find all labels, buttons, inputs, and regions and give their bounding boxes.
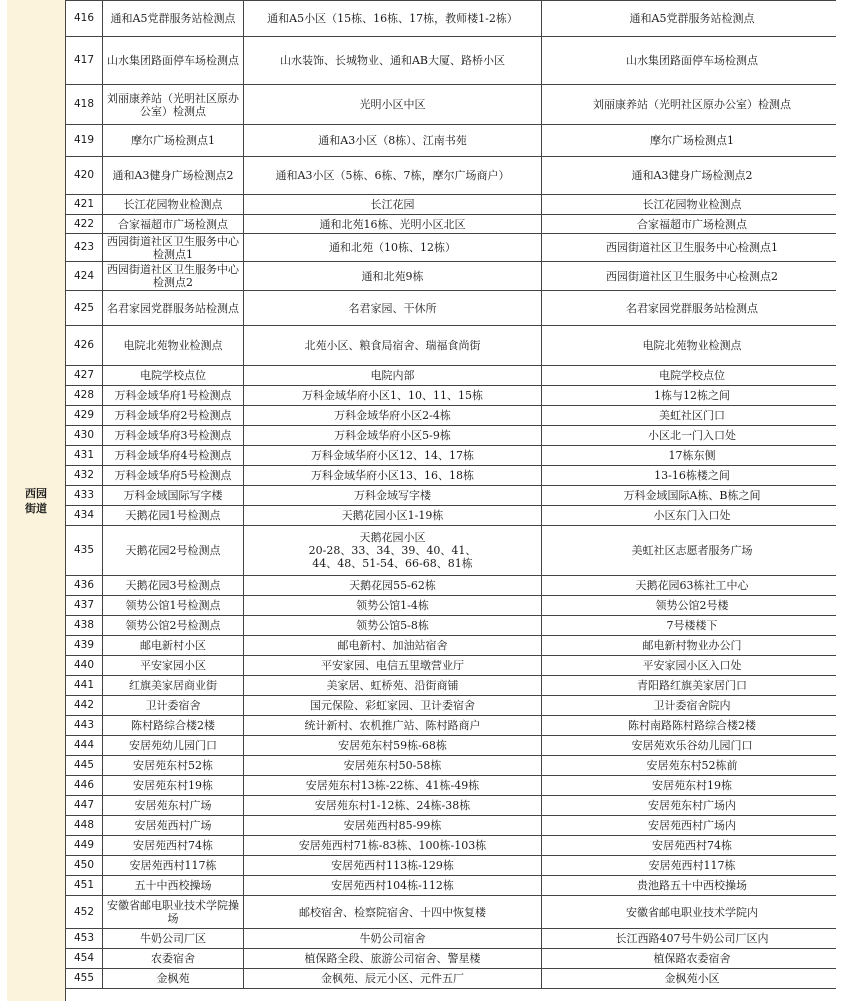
site-name-cell: 合家福超市广场检测点 — [103, 215, 244, 234]
coverage-area-cell: 通和北苑9栋 — [244, 262, 542, 291]
table-row — [66, 896, 837, 929]
site-location-cell: 通和A3健身广场检测点2 — [542, 157, 837, 195]
row-number: 416 — [66, 1, 103, 37]
testing-sites-table — [65, 0, 836, 989]
coverage-area-cell: 通和A3小区（8栋）、江南书苑 — [244, 125, 542, 157]
site-location-cell: 金枫苑小区 — [542, 969, 837, 989]
table-row — [66, 234, 837, 262]
site-name-cell: 万科金域华府3号检测点 — [103, 426, 244, 446]
row-number: 427 — [66, 366, 103, 386]
row-number: 437 — [66, 596, 103, 616]
row-number: 432 — [66, 466, 103, 486]
site-name-cell: 通和A5党群服务站检测点 — [103, 1, 244, 37]
coverage-area-cell: 安居苑东村1-12栋、24栋-38栋 — [244, 796, 542, 816]
table-row — [66, 929, 837, 949]
site-location-cell: 长江花园物业检测点 — [542, 195, 837, 215]
site-name-cell: 西园街道社区卫生服务中心检测点1 — [103, 234, 244, 262]
coverage-area-cell: 国元保险、彩虹家园、卫计委宿舍 — [244, 696, 542, 716]
table-row — [66, 696, 837, 716]
coverage-area-cell: 通和A3小区（5栋、6栋、7栋，摩尔广场商户） — [244, 157, 542, 195]
site-location-cell: 17栋东侧 — [542, 446, 837, 466]
site-name-cell: 天鹅花园3号检测点 — [103, 576, 244, 596]
table-row — [66, 326, 837, 366]
row-number: 439 — [66, 636, 103, 656]
row-number: 455 — [66, 969, 103, 989]
table-row — [66, 426, 837, 446]
row-number: 425 — [66, 291, 103, 326]
site-location-cell: 合家福超市广场检测点 — [542, 215, 837, 234]
site-location-cell: 长江西路407号牛奶公司厂区内 — [542, 929, 837, 949]
row-number: 438 — [66, 616, 103, 636]
site-location-cell: 邮电新村物业办公门 — [542, 636, 837, 656]
site-location-cell: 电院学校点位 — [542, 366, 837, 386]
coverage-area-cell: 万科金域华府小区1、10、11、15栋 — [244, 386, 542, 406]
site-location-cell: 安居苑东村52栋前 — [542, 756, 837, 776]
site-name-cell: 摩尔广场检测点1 — [103, 125, 244, 157]
site-name-cell: 万科金域华府5号检测点 — [103, 466, 244, 486]
site-location-cell: 安居苑东村广场内 — [542, 796, 837, 816]
site-name-cell: 农委宿舍 — [103, 949, 244, 969]
site-name-cell: 安居苑东村19栋 — [103, 776, 244, 796]
site-location-cell: 名君家园党群服务站检测点 — [542, 291, 837, 326]
table-row — [66, 576, 837, 596]
row-number: 441 — [66, 676, 103, 696]
site-name-cell: 万科金域华府2号检测点 — [103, 406, 244, 426]
coverage-area-cell: 安居苑东村50-58栋 — [244, 756, 542, 776]
table-row — [66, 366, 837, 386]
row-number: 454 — [66, 949, 103, 969]
site-name-cell: 长江花园物业检测点 — [103, 195, 244, 215]
site-name-cell: 金枫苑 — [103, 969, 244, 989]
table-row — [66, 526, 837, 576]
site-location-cell: 小区北一门入口处 — [542, 426, 837, 446]
row-number: 451 — [66, 876, 103, 896]
coverage-area-cell: 领势公馆1-4栋 — [244, 596, 542, 616]
site-name-cell: 名君家园党群服务站检测点 — [103, 291, 244, 326]
site-name-cell: 领势公馆2号检测点 — [103, 616, 244, 636]
site-location-cell: 卫计委宿舍院内 — [542, 696, 837, 716]
table-row — [66, 125, 837, 157]
table-row — [66, 596, 837, 616]
site-location-cell: 西园街道社区卫生服务中心检测点1 — [542, 234, 837, 262]
table-row — [66, 157, 837, 195]
site-location-cell: 美虹社区门口 — [542, 406, 837, 426]
coverage-area-cell: 安居苑西村104栋-112栋 — [244, 876, 542, 896]
coverage-area-cell: 邮电新村、加油站宿舍 — [244, 636, 542, 656]
coverage-area-cell: 金枫苑、辰元小区、元件五厂 — [244, 969, 542, 989]
row-number: 435 — [66, 526, 103, 576]
coverage-area-cell: 安居苑西村71栋-83栋、100栋-103栋 — [244, 836, 542, 856]
district-cell — [7, 0, 66, 1001]
table-row — [66, 291, 837, 326]
table-row — [66, 195, 837, 215]
coverage-area-cell: 万科金域写字楼 — [244, 486, 542, 506]
table-row — [66, 636, 837, 656]
spreadsheet — [7, 0, 836, 1001]
row-number: 417 — [66, 37, 103, 85]
coverage-area-cell: 植保路全段、旅游公司宿舍、警星楼 — [244, 949, 542, 969]
table-row — [66, 506, 837, 526]
site-location-cell: 西园街道社区卫生服务中心检测点2 — [542, 262, 837, 291]
site-name-cell: 万科金域华府1号检测点 — [103, 386, 244, 406]
row-number: 445 — [66, 756, 103, 776]
coverage-area-cell: 天鹅花园小区1-19栋 — [244, 506, 542, 526]
row-number: 420 — [66, 157, 103, 195]
row-number: 421 — [66, 195, 103, 215]
row-number: 429 — [66, 406, 103, 426]
site-name-cell: 电院北苑物业检测点 — [103, 326, 244, 366]
row-number: 446 — [66, 776, 103, 796]
site-location-cell: 美虹社区志愿者服务广场 — [542, 526, 837, 576]
site-location-cell: 刘丽康养站（光明社区原办公室）检测点 — [542, 85, 837, 125]
site-location-cell: 7号楼楼下 — [542, 616, 837, 636]
table-row — [66, 756, 837, 776]
row-number: 452 — [66, 896, 103, 929]
site-name-cell: 平安家园小区 — [103, 656, 244, 676]
site-name-cell: 安居苑东村广场 — [103, 796, 244, 816]
table-row — [66, 716, 837, 736]
coverage-area-cell: 平安家园、电信五里墩营业厅 — [244, 656, 542, 676]
coverage-area-cell: 万科金域华府小区13、16、18栋 — [244, 466, 542, 486]
site-location-cell: 植保路农委宿舍 — [542, 949, 837, 969]
site-name-cell: 刘丽康养站（光明社区原办公室）检测点 — [103, 85, 244, 125]
coverage-area-cell: 通和北苑16栋、光明小区北区 — [244, 215, 542, 234]
site-name-cell: 通和A3健身广场检测点2 — [103, 157, 244, 195]
site-location-cell: 安居苑欢乐谷幼儿园门口 — [542, 736, 837, 756]
table-row — [66, 856, 837, 876]
table-row — [66, 796, 837, 816]
site-name-cell: 天鹅花园2号检测点 — [103, 526, 244, 576]
row-number: 419 — [66, 125, 103, 157]
site-name-cell: 五十中西校操场 — [103, 876, 244, 896]
table-row — [66, 736, 837, 756]
row-number: 443 — [66, 716, 103, 736]
row-number: 423 — [66, 234, 103, 262]
coverage-area-cell: 美家居、虹桥苑、沿街商铺 — [244, 676, 542, 696]
site-name-cell: 电院学校点位 — [103, 366, 244, 386]
site-name-cell: 安居苑西村117栋 — [103, 856, 244, 876]
row-number: 440 — [66, 656, 103, 676]
table-row — [66, 446, 837, 466]
coverage-area-cell: 安居苑东村59栋-68栋 — [244, 736, 542, 756]
site-location-cell: 山水集团路面停车场检测点 — [542, 37, 837, 85]
coverage-area-cell: 天鹅花园55-62栋 — [244, 576, 542, 596]
site-name-cell: 万科金域华府4号检测点 — [103, 446, 244, 466]
coverage-area-cell: 通和A5小区（15栋、16栋、17栋，教师楼1-2栋） — [244, 1, 542, 37]
coverage-area-cell: 领势公馆5-8栋 — [244, 616, 542, 636]
coverage-area-cell: 天鹅花园小区 20-28、33、34、39、40、41、 44、48、51-54、66-68、81栋 — [244, 526, 542, 576]
table-row — [66, 836, 837, 856]
table-row — [66, 676, 837, 696]
site-location-cell: 万科金域国际A栋、B栋之间 — [542, 486, 837, 506]
table-row — [66, 816, 837, 836]
coverage-area-cell: 通和北苑（10栋、12栋） — [244, 234, 542, 262]
table-row — [66, 486, 837, 506]
site-location-cell: 通和A5党群服务站检测点 — [542, 1, 837, 37]
coverage-area-cell: 电院内部 — [244, 366, 542, 386]
site-location-cell: 平安家园小区入口处 — [542, 656, 837, 676]
coverage-area-cell: 山水装饰、长城物业、通和AB大厦、路桥小区 — [244, 37, 542, 85]
row-number: 433 — [66, 486, 103, 506]
row-number: 449 — [66, 836, 103, 856]
site-name-cell: 领势公馆1号检测点 — [103, 596, 244, 616]
table-row — [66, 37, 837, 85]
site-name-cell: 西园街道社区卫生服务中心检测点2 — [103, 262, 244, 291]
site-location-cell: 安居苑西村广场内 — [542, 816, 837, 836]
site-name-cell: 安居苑西村74栋 — [103, 836, 244, 856]
site-name-cell: 牛奶公司厂区 — [103, 929, 244, 949]
table-row — [66, 949, 837, 969]
table-row — [66, 1, 837, 37]
table-row — [66, 215, 837, 234]
coverage-area-cell: 光明小区中区 — [244, 85, 542, 125]
coverage-area-cell: 安居苑西村113栋-129栋 — [244, 856, 542, 876]
table-row — [66, 776, 837, 796]
coverage-area-cell: 安居苑东村13栋-22栋、41栋-49栋 — [244, 776, 542, 796]
coverage-area-cell: 万科金域华府小区2-4栋 — [244, 406, 542, 426]
row-number: 453 — [66, 929, 103, 949]
row-number: 426 — [66, 326, 103, 366]
row-number: 436 — [66, 576, 103, 596]
row-number: 444 — [66, 736, 103, 756]
site-location-cell: 摩尔广场检测点1 — [542, 125, 837, 157]
table-row — [66, 876, 837, 896]
site-name-cell: 万科金域国际写字楼 — [103, 486, 244, 506]
district-label: 西园街道 — [25, 486, 47, 515]
site-name-cell: 卫计委宿舍 — [103, 696, 244, 716]
site-location-cell: 天鹅花园63栋社工中心 — [542, 576, 837, 596]
site-name-cell: 天鹅花园1号检测点 — [103, 506, 244, 526]
site-location-cell: 安居苑西村74栋 — [542, 836, 837, 856]
table-row — [66, 656, 837, 676]
row-number: 422 — [66, 215, 103, 234]
site-location-cell: 小区东门入口处 — [542, 506, 837, 526]
table-row — [66, 85, 837, 125]
row-number: 430 — [66, 426, 103, 446]
coverage-area-cell: 北苑小区、粮食局宿舍、瑞福食尚街 — [244, 326, 542, 366]
site-name-cell: 红旗美家居商业街 — [103, 676, 244, 696]
site-location-cell: 安居苑西村117栋 — [542, 856, 837, 876]
table-row — [66, 386, 837, 406]
table-row — [66, 406, 837, 426]
coverage-area-cell: 邮校宿舍、检察院宿舍、十四中恢复楼 — [244, 896, 542, 929]
site-name-cell: 安徽省邮电职业技术学院操场 — [103, 896, 244, 929]
row-number: 447 — [66, 796, 103, 816]
site-location-cell: 安居苑东村19栋 — [542, 776, 837, 796]
site-location-cell: 13-16栋楼之间 — [542, 466, 837, 486]
table-row — [66, 969, 837, 989]
table-row — [66, 616, 837, 636]
row-number: 428 — [66, 386, 103, 406]
site-name-cell: 陈村路综合楼2楼 — [103, 716, 244, 736]
site-name-cell: 邮电新村小区 — [103, 636, 244, 656]
coverage-area-cell: 统计新村、农机推广站、陈村路商户 — [244, 716, 542, 736]
row-number: 431 — [66, 446, 103, 466]
table-row — [66, 262, 837, 291]
site-name-cell: 安居苑幼儿园门口 — [103, 736, 244, 756]
coverage-area-cell: 安居苑西村85-99栋 — [244, 816, 542, 836]
row-number: 424 — [66, 262, 103, 291]
site-name-cell: 山水集团路面停车场检测点 — [103, 37, 244, 85]
coverage-area-cell: 牛奶公司宿舍 — [244, 929, 542, 949]
site-location-cell: 安徽省邮电职业技术学院内 — [542, 896, 837, 929]
site-location-cell: 电院北苑物业检测点 — [542, 326, 837, 366]
table-row — [66, 466, 837, 486]
site-location-cell: 领势公馆2号楼 — [542, 596, 837, 616]
row-number: 450 — [66, 856, 103, 876]
coverage-area-cell: 万科金域华府小区12、14、17栋 — [244, 446, 542, 466]
coverage-area-cell: 长江花园 — [244, 195, 542, 215]
site-name-cell: 安居苑西村广场 — [103, 816, 244, 836]
coverage-area-cell: 名君家园、干休所 — [244, 291, 542, 326]
row-number: 448 — [66, 816, 103, 836]
row-number: 418 — [66, 85, 103, 125]
row-number: 442 — [66, 696, 103, 716]
site-location-cell: 青阳路红旗美家居门口 — [542, 676, 837, 696]
site-name-cell: 安居苑东村52栋 — [103, 756, 244, 776]
coverage-area-cell: 万科金域华府小区5-9栋 — [244, 426, 542, 446]
site-location-cell: 1栋与12栋之间 — [542, 386, 837, 406]
row-number: 434 — [66, 506, 103, 526]
site-location-cell: 贵池路五十中西校操场 — [542, 876, 837, 896]
site-location-cell: 陈村南路陈村路综合楼2楼 — [542, 716, 837, 736]
